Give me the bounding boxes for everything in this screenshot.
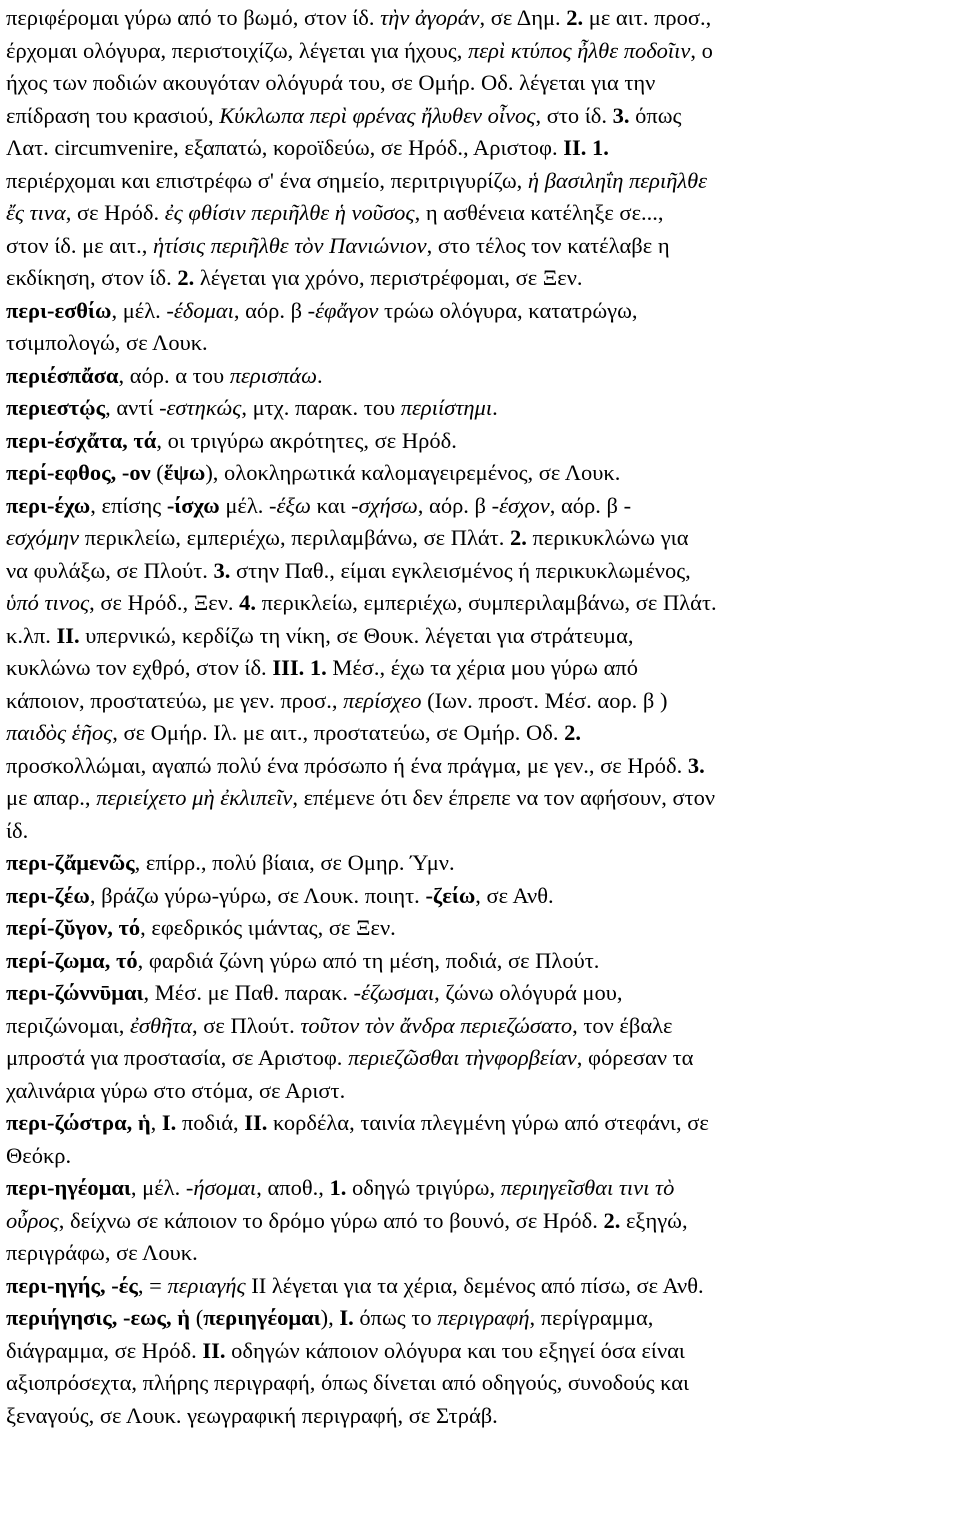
text-line	[6, 522, 954, 555]
text-line	[6, 1400, 954, 1433]
bold-term: περι-ζέω	[6, 882, 90, 908]
text-line	[6, 880, 954, 913]
text-line	[6, 847, 954, 880]
text-line	[6, 555, 954, 588]
text-line	[6, 945, 954, 978]
text-line	[6, 360, 954, 393]
text-line	[6, 230, 954, 263]
bold-term: 3.	[612, 102, 630, 128]
text-run: με απαρ.,	[6, 785, 97, 810]
text-line	[6, 1010, 954, 1043]
text-line	[6, 197, 954, 230]
text-line	[6, 1335, 954, 1368]
text-run: , αντί	[105, 395, 160, 420]
italic-citation: -εστηκώς	[159, 395, 242, 420]
text-run: .	[492, 395, 498, 420]
text-run: ,	[150, 1110, 162, 1135]
text-line	[6, 67, 954, 100]
text-run: στην Παθ., είμαι εγκλεισμένος ή περικυκλωμένος,	[230, 557, 691, 583]
text-run: , εφεδρικός ιμάντας, σε Ξεν.	[140, 915, 396, 940]
text-run: και	[310, 492, 352, 518]
text-run: , αόρ. β	[417, 492, 492, 518]
text-line	[6, 132, 954, 165]
text-run: , φαρδιά ζώνη γύρω από τη μέση, ποδιά, σε Πλούτ.	[137, 947, 600, 973]
text-run: , μτχ. παρακ. του	[241, 395, 401, 420]
bold-term: 1.	[329, 1175, 347, 1200]
bold-term: II.	[56, 622, 80, 648]
text-run: , σε Πλούτ.	[192, 1012, 301, 1038]
text-run: , σε Ηρόδ., Ξεν.	[89, 590, 240, 615]
text-run: επίδραση του κρασιού,	[6, 102, 220, 128]
bold-term: 4.	[239, 590, 257, 615]
text-run: II λέγεται για τα χέρια, δεμένος από πίσω, σε Ανθ.	[245, 1272, 704, 1298]
text-run: κάποιον, προστατεύω, με γεν. προσ.,	[6, 687, 344, 713]
bold-term: περι-ζώστρα, ἡ	[6, 1110, 151, 1135]
text-run: ήχος των ποδιών ακουγόταν ολόγυρά του, σε Ομήρ. Οδ. λέγεται για την	[6, 70, 656, 95]
bold-term: 3.	[213, 557, 231, 583]
bold-term: περι-ζἄμενῶς	[6, 850, 135, 875]
italic-citation: τὴν ἀγοράν	[380, 5, 480, 30]
bold-term: περι-ηγής, -ές	[6, 1272, 138, 1298]
text-run: , δείχνω σε κάποιον το δρόμο γύρω από το βουνό, σε Ηρόδ.	[58, 1207, 604, 1233]
italic-citation: οὖρος	[6, 1207, 59, 1233]
text-line	[6, 1107, 954, 1140]
text-run: , φόρεσαν τα	[576, 1045, 694, 1070]
text-run: προσκολλώμαι, αγαπώ πολύ ένα πρόσωπο ή ένα πράγμα, με γεν., σε Ηρόδ.	[6, 752, 688, 778]
bold-term: -ζείω	[425, 882, 476, 908]
text-run: , σε Ηρόδ.	[65, 200, 165, 225]
text-line	[6, 425, 954, 458]
text-run: ποδιά,	[176, 1110, 245, 1135]
text-run: , αόρ. β	[233, 297, 308, 323]
text-run: οδηγώ τριγύρω,	[346, 1175, 501, 1200]
text-run: , σε Ανθ.	[475, 882, 554, 908]
text-run: , σε Δημ.	[479, 5, 567, 30]
bold-term: περι-ζώννῡμαι	[6, 980, 144, 1005]
bold-term: I.	[339, 1305, 354, 1330]
text-line	[6, 717, 954, 750]
text-run: , Μέσ. με Παθ. παρακ.	[143, 980, 354, 1005]
text-line	[6, 165, 954, 198]
text-run: ξεναγούς, σε Λουκ. γεωγραφική περιγραφή, σε Στράβ.	[6, 1402, 498, 1428]
bold-term: περί-ζωμα, τό	[6, 947, 138, 973]
italic-citation: περιγραφή	[437, 1305, 530, 1330]
text-run: , ο	[690, 37, 713, 63]
text-line	[6, 100, 954, 133]
bold-term: 2.	[177, 265, 195, 290]
italic-citation: -ήσομαι	[185, 1175, 257, 1200]
text-run: κυκλώνω τον εχθρό, στον ίδ.	[6, 655, 273, 680]
text-run: περιέρχομαι και επιστρέφω σ' ένα σημείο, περιτριγυρίζω,	[6, 167, 528, 193]
bold-term: περί-ζῠγον, τό	[6, 915, 141, 940]
text-line	[6, 750, 954, 783]
bold-term: 2.	[603, 1207, 621, 1233]
text-line	[6, 490, 954, 523]
italic-citation: περίσχεο	[343, 687, 422, 713]
text-run: εκδίκηση, στον ίδ.	[6, 265, 178, 290]
text-run: χαλινάρια γύρω στο στόμα, σε Αριστ.	[6, 1077, 346, 1103]
italic-citation: -έφἄγον	[307, 297, 379, 323]
text-run: , οι τριγύρω ακρότητες, σε Ηρόδ.	[156, 427, 457, 453]
text-run: τρώω ολόγυρα, κατατρώγω,	[378, 297, 638, 323]
text-run: (Ιων. προστ. Μέσ. αορ. β )	[421, 687, 668, 713]
text-run: περικλείω, εμπεριέχω, συμπεριλαμβάνω, σε Πλάτ.	[256, 590, 717, 615]
text-run: Λατ. circumvenire, εξαπατώ, κοροϊδεύω, σε Ηρόδ., Αριστοφ.	[6, 135, 564, 160]
text-run: , αποθ.,	[256, 1175, 330, 1200]
text-line	[6, 685, 954, 718]
italic-citation: περιαγής	[167, 1272, 246, 1298]
italic-citation: ἐς φθίσιν περιῆλθε ἡ νοῦσος	[164, 200, 415, 225]
text-run: , η ασθένεια κατέληξε σε...,	[414, 200, 664, 225]
bold-term: 2.	[566, 5, 584, 30]
text-run: μέλ.	[219, 492, 270, 518]
text-line	[6, 327, 954, 360]
bold-term: II.	[202, 1337, 226, 1363]
text-line	[6, 295, 954, 328]
text-line	[6, 2, 954, 35]
text-run: αξιοπρόσεχτα, πλήρης περιγραφή, όπως δίνεται από οδηγούς, συνοδούς και	[6, 1370, 690, 1395]
text-run: μπροστά για προστασία, σε Αριστοφ.	[6, 1045, 349, 1070]
bold-term: περι-έχω	[6, 492, 91, 518]
bold-term: III. 1.	[272, 655, 327, 680]
text-line	[6, 587, 954, 620]
italic-citation: -σχήσω	[351, 492, 418, 518]
text-run: , βράζω γύρω-γύρω, σε Λουκ. ποιητ.	[89, 882, 426, 908]
text-run: διάγραμμα, σε Ηρόδ.	[6, 1337, 203, 1363]
text-run: κ.λπ.	[6, 622, 57, 648]
text-line	[6, 1205, 954, 1238]
italic-citation: -έζωσμαι	[353, 980, 435, 1005]
bold-term: περι-έσχἄτα, τά	[6, 427, 157, 453]
text-run: περιζώνομαι,	[6, 1012, 130, 1038]
text-run: , μέλ.	[130, 1175, 186, 1200]
text-run: λέγεται για χρόνο, περιστρέφομαι, σε Ξεν.	[194, 265, 583, 290]
text-line	[6, 1172, 954, 1205]
bold-term: I.	[161, 1110, 177, 1135]
text-run: να φυλάξω, σε Πλούτ.	[6, 557, 214, 583]
text-run: τσιμπολογώ, σε Λουκ.	[6, 330, 208, 355]
text-line	[6, 1237, 954, 1270]
text-run: , επίσης	[90, 492, 167, 518]
bold-term: περιεστῴς	[6, 395, 106, 420]
italic-citation: ἡ βασιληΐη περιῆλθε	[527, 167, 708, 193]
bold-term: -ίσχω	[166, 492, 220, 518]
text-line	[6, 782, 954, 815]
italic-citation: ὑπό τινος	[6, 590, 90, 615]
text-run: περιφέρομαι γύρω από το βωμό, στον ίδ.	[6, 5, 381, 30]
text-run: ),	[320, 1305, 340, 1330]
text-line	[6, 815, 954, 848]
italic-citation: περὶ κτύπος ἦλθε ποδοῖιν	[467, 37, 691, 63]
text-run: , αόρ. α του	[118, 362, 230, 388]
text-line	[6, 262, 954, 295]
text-line	[6, 1302, 954, 1335]
bold-term: περιήγησις, -εως, ἡ	[6, 1305, 191, 1330]
text-line	[6, 652, 954, 685]
italic-citation: περιηγεῖσθαι τινι τὸ	[500, 1175, 675, 1200]
text-line	[6, 977, 954, 1010]
text-run: με αιτ. προσ.,	[583, 5, 712, 30]
text-run: Θεόκρ.	[6, 1142, 72, 1168]
italic-citation: -έξω	[269, 492, 311, 518]
italic-citation: περιίστημι	[400, 395, 493, 420]
text-line	[6, 1042, 954, 1075]
text-run: (	[150, 460, 164, 485]
bold-term: 3.	[687, 752, 705, 778]
text-run: , σε Ομήρ. Ιλ. με αιτ., προστατεύω, σε Ομήρ. Οδ.	[112, 720, 565, 745]
italic-citation: εσχόμην	[6, 525, 80, 550]
text-run: , αόρ. β -	[549, 492, 632, 518]
text-run: περικυκλώνω για	[526, 525, 689, 550]
text-run: , στο τέλος τον κατέλαβε η	[426, 232, 670, 258]
bold-term: περί-εφθος, -ον	[6, 460, 151, 485]
text-line	[6, 1367, 954, 1400]
italic-citation: παιδὸς ἑῆος	[6, 720, 113, 745]
text-run: όπως	[629, 102, 682, 128]
italic-citation: τοῦτον τὸν ἄνδρα περιεζώσατο	[300, 1012, 573, 1038]
text-line	[6, 457, 954, 490]
text-line	[6, 1075, 954, 1108]
text-run: στον ίδ. με αιτ.,	[6, 232, 154, 258]
text-run: περιγράφω, σε Λουκ.	[6, 1240, 198, 1265]
text-run: περικλείω, εμπεριέχω, περιλαμβάνω, σε Πλάτ.	[79, 525, 510, 550]
italic-citation: ἐσθῆτα	[129, 1012, 193, 1038]
text-line	[6, 1140, 954, 1173]
text-run: ίδ.	[6, 817, 29, 843]
text-run: , μέλ.	[111, 297, 167, 323]
text-run: , επίρρ., πολύ βίαια, σε Ομηρ. Ύμν.	[134, 850, 455, 875]
text-run: , περίγραμμα,	[529, 1305, 654, 1330]
bold-term: περι-εσθίω	[6, 297, 112, 323]
italic-citation: ἔς τινα	[6, 200, 66, 225]
bold-term: περι-ηγέομαι	[6, 1175, 131, 1200]
italic-citation: -έδομαι	[166, 297, 234, 323]
bold-term: 2.	[564, 720, 581, 745]
text-run: , =	[137, 1272, 168, 1298]
text-run: , τον έβαλε	[572, 1012, 673, 1038]
italic-citation: ἡτίσις περιῆλθε τὸν Πανιώνιον	[153, 232, 427, 258]
bold-term: περιηγέομαι	[203, 1305, 321, 1330]
text-run: , ζώνω ολόγυρά μου,	[434, 980, 623, 1005]
text-run: έρχομαι ολόγυρα, περιστοιχίζω, λέγεται για ήχους,	[6, 37, 468, 63]
text-run: υπερνικώ, κερδίζω τη νίκη, σε Θουκ. λέγεται για στράτευμα,	[79, 622, 634, 648]
text-run: (	[190, 1305, 204, 1330]
italic-citation: περισπάω	[229, 362, 318, 388]
text-line	[6, 620, 954, 653]
italic-citation: Κύκλωπα περὶ φρένας ἤλυθεν οἶνος	[219, 102, 536, 128]
text-line	[6, 392, 954, 425]
bold-term: 2.	[509, 525, 527, 550]
text-line	[6, 1270, 954, 1303]
text-run: όπως το	[353, 1305, 438, 1330]
text-run: .	[317, 362, 323, 388]
text-run: , επέμενε ότι δεν έπρεπε να τον αφήσουν, στον	[292, 785, 716, 810]
italic-citation: περιεζῶσθαι τὴνφορβείαν	[348, 1045, 577, 1070]
text-run: κορδέλα, ταινία πλεγμένη γύρω από στεφάνι, σε	[267, 1110, 709, 1135]
text-run: ), ολοκληρωτικά καλομαγειρεμένος, σε Λουκ.	[205, 460, 621, 485]
text-run: , στο ίδ.	[535, 102, 613, 128]
italic-citation: -έσχον	[491, 492, 550, 518]
text-line	[6, 35, 954, 68]
bold-term: II. 1.	[563, 135, 609, 160]
bold-term: II.	[244, 1110, 268, 1135]
text-run: εξηγώ,	[620, 1207, 688, 1233]
text-run: οδηγών κάποιον ολόγυρα και του εξηγεί όσα είναι	[225, 1337, 685, 1363]
text-run: Μέσ., έχω τα χέρια μου γύρω από	[326, 655, 638, 680]
bold-term: περιέσπἄσα	[6, 362, 119, 388]
text-line	[6, 912, 954, 945]
italic-citation: περιείχετο μὴ ἐκλιπεῖν	[96, 785, 293, 810]
bold-term: ἕψω	[163, 460, 206, 485]
